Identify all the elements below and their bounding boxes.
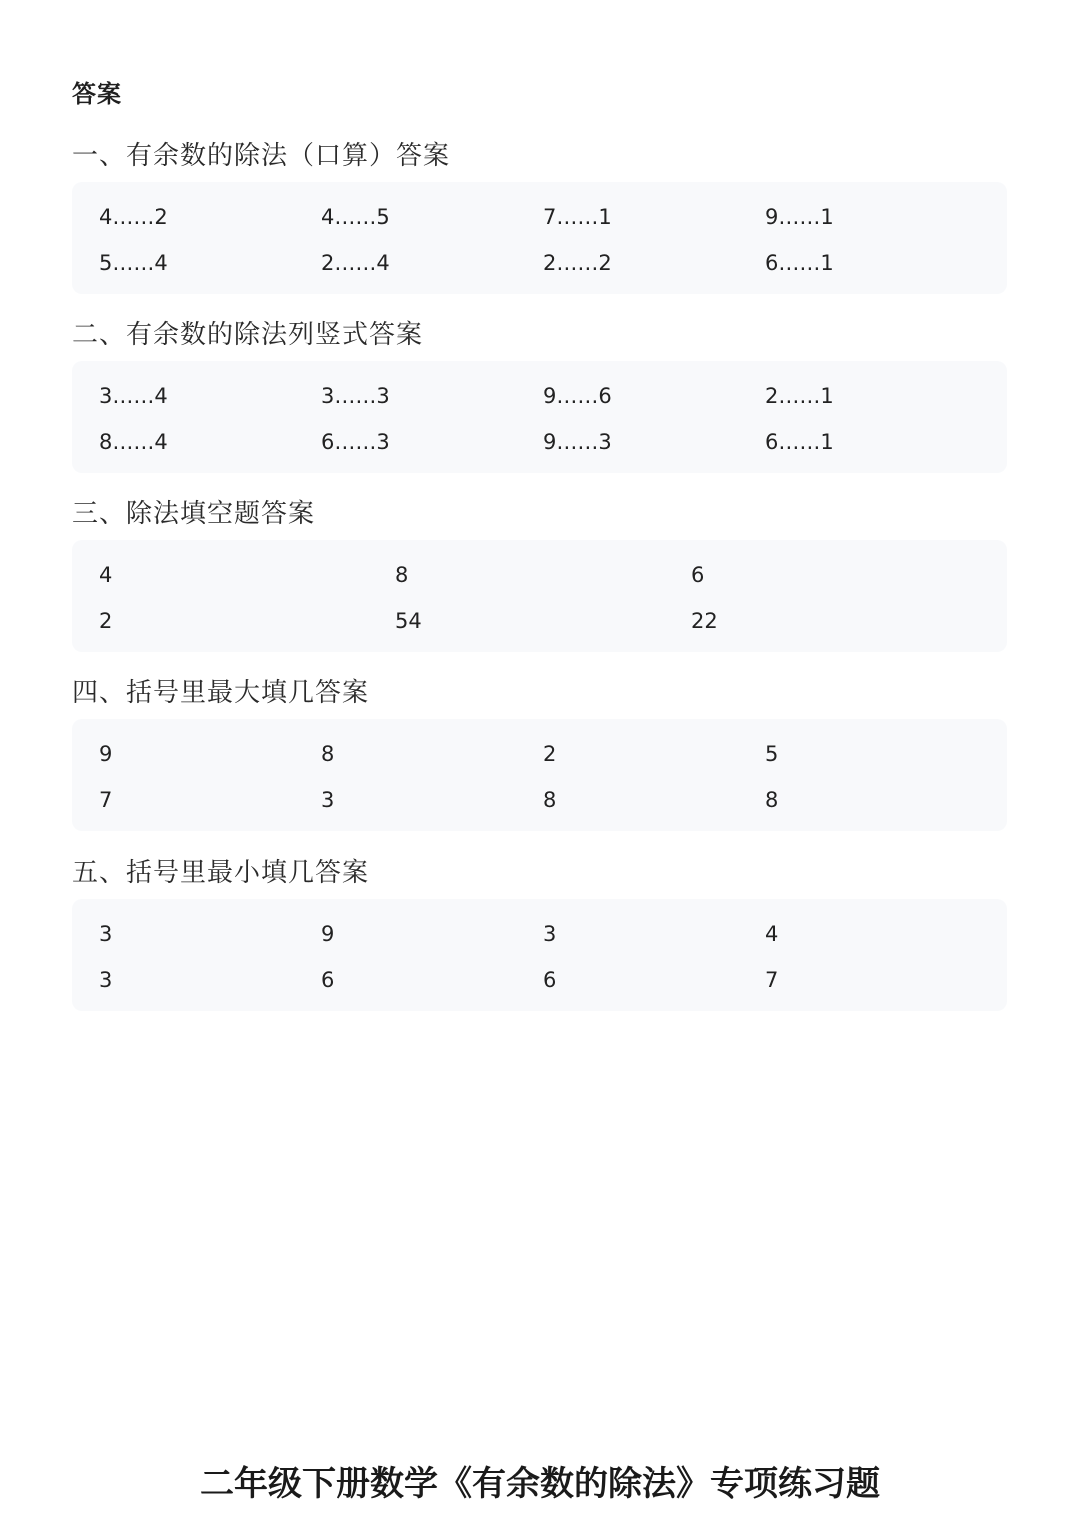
answer-cell: 5……4 (99, 251, 168, 275)
answer-box-2 (72, 361, 1007, 473)
answer-cell: 7……1 (543, 205, 612, 229)
section-heading-5: 五、括号里最小填几答案 (72, 858, 370, 888)
answer-cell: 2……4 (321, 251, 390, 275)
section-heading-2: 二、有余数的除法列竖式答案 (72, 320, 424, 350)
answer-cell: 22 (691, 609, 718, 633)
answer-cell: 7 (765, 968, 779, 992)
answer-box-1 (72, 182, 1007, 294)
answer-row (72, 606, 1007, 636)
answer-row (72, 965, 1007, 995)
answer-box-4 (72, 719, 1007, 831)
answer-cell: 6 (321, 968, 335, 992)
answer-cell: 9……3 (543, 430, 612, 454)
answer-cell: 3 (99, 922, 113, 946)
answer-cell: 4 (99, 563, 113, 587)
answer-row (72, 785, 1007, 815)
section-heading-3: 三、除法填空题答案 (72, 499, 316, 529)
answer-cell: 6 (543, 968, 557, 992)
answer-cell: 3……4 (99, 384, 168, 408)
answer-cell: 6……1 (765, 251, 834, 275)
next-page-title: 二年级下册数学《有余数的除法》专项练习题 (200, 1464, 880, 1504)
next-page-title-clip (0, 1462, 1080, 1504)
section-heading-1: 一、有余数的除法（口算）答案 (72, 141, 451, 171)
answer-cell: 2……2 (543, 251, 612, 275)
answer-cell: 3 (99, 968, 113, 992)
answer-cell: 6……3 (321, 430, 390, 454)
answer-box-3 (72, 540, 1007, 652)
answer-cell: 8……4 (99, 430, 168, 454)
answer-row (72, 919, 1007, 949)
answer-cell: 4……5 (321, 205, 390, 229)
answer-cell: 2……1 (765, 384, 834, 408)
section-heading-4: 四、括号里最大填几答案 (72, 678, 370, 708)
answer-cell: 9 (321, 922, 335, 946)
answer-cell: 2 (543, 742, 557, 766)
answer-cell: 9 (99, 742, 113, 766)
answer-row (72, 560, 1007, 590)
answer-cell: 3……3 (321, 384, 390, 408)
answer-cell: 2 (99, 609, 113, 633)
answer-cell: 7 (99, 788, 113, 812)
answer-cell: 9……6 (543, 384, 612, 408)
answer-cell: 9……1 (765, 205, 834, 229)
answer-cell: 3 (543, 922, 557, 946)
answer-cell: 6 (691, 563, 705, 587)
answer-cell: 8 (543, 788, 557, 812)
answer-row (72, 202, 1007, 232)
answer-cell: 8 (765, 788, 779, 812)
answer-row (72, 248, 1007, 278)
answer-cell: 6……1 (765, 430, 834, 454)
answer-cell: 4……2 (99, 205, 168, 229)
answer-cell: 54 (395, 609, 422, 633)
answer-box-5 (72, 899, 1007, 1011)
answer-cell: 4 (765, 922, 779, 946)
answer-cell: 3 (321, 788, 335, 812)
answer-row (72, 739, 1007, 769)
answer-row (72, 427, 1007, 457)
answer-row (72, 381, 1007, 411)
answer-cell: 5 (765, 742, 779, 766)
answer-cell: 8 (321, 742, 335, 766)
answer-cell: 8 (395, 563, 409, 587)
page-title: 答案 (72, 80, 122, 108)
